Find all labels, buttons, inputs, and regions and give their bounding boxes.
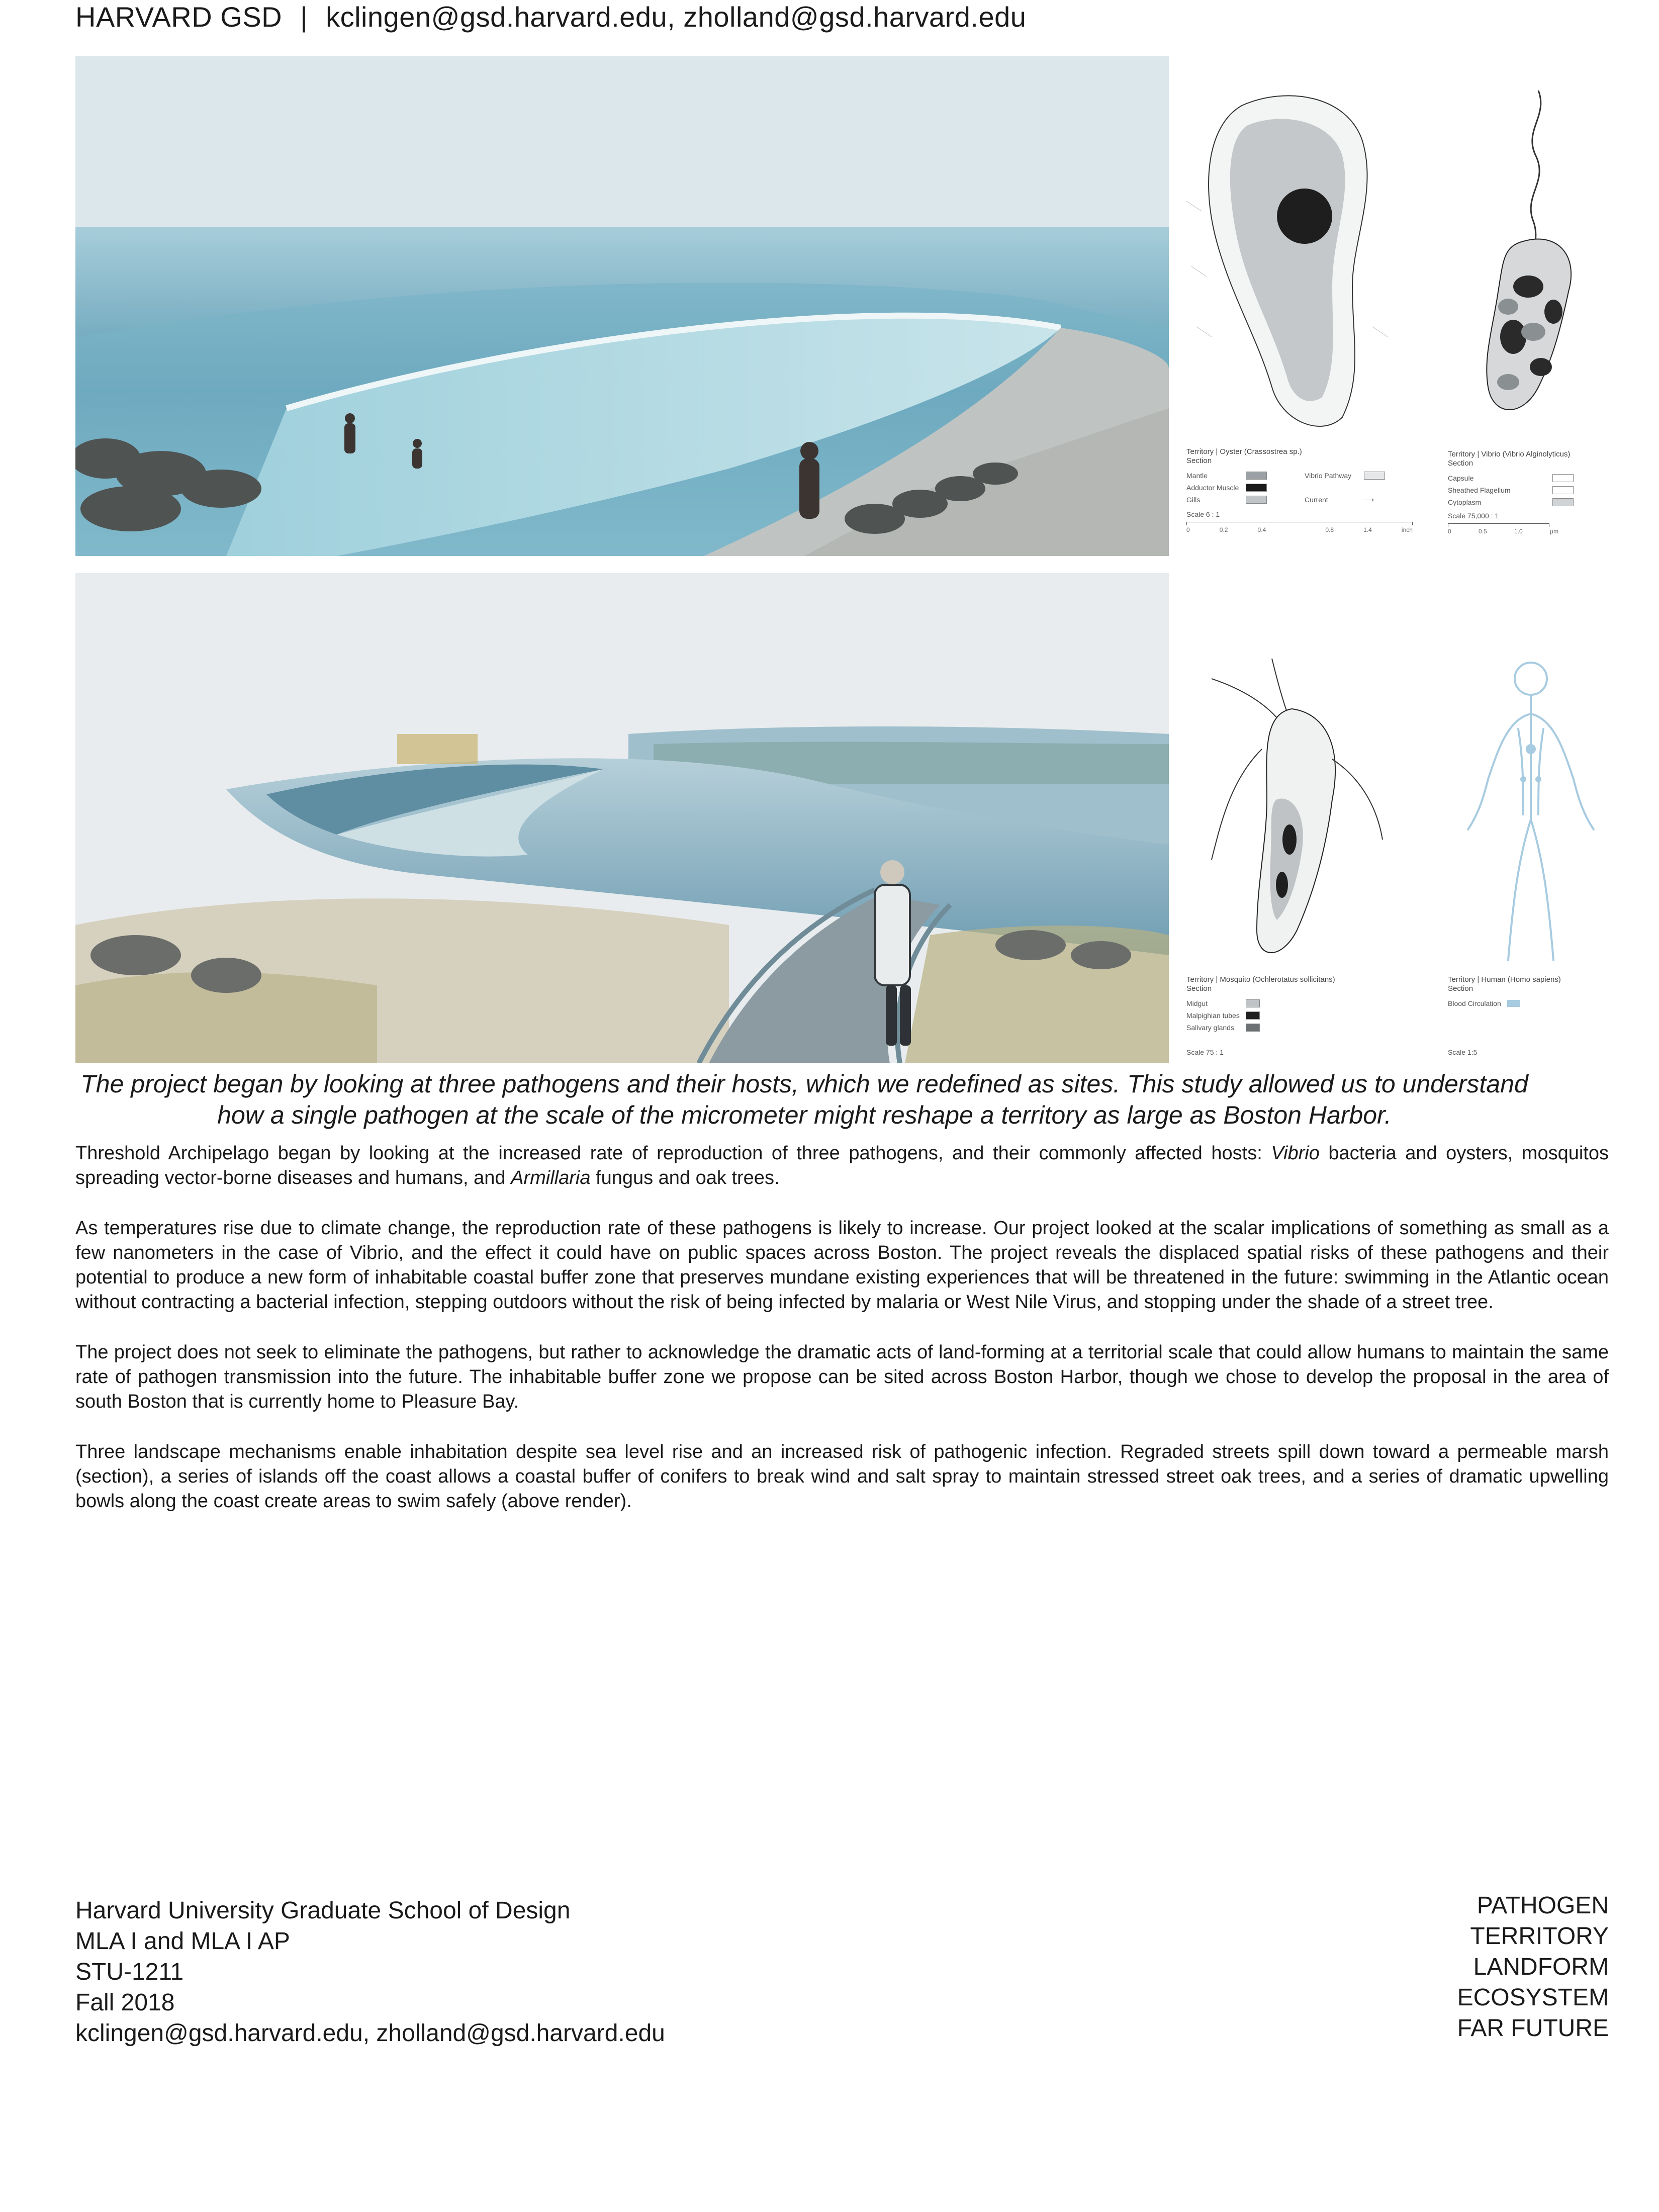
keyword-territory: TERRITORY [1470, 1923, 1609, 1950]
mosquito-section-illustration [1181, 649, 1418, 970]
footer-program: MLA I and MLA I AP [75, 1928, 290, 1955]
mosquito-scale: Scale 75 : 1 [1186, 1048, 1224, 1056]
human-legend [1448, 975, 1609, 1057]
oyster-legend [1186, 447, 1413, 534]
vibrio-term: Vibrio [1271, 1143, 1320, 1164]
mosquito-legend-item: Salivary glands [1186, 1022, 1413, 1034]
mosquito-legend-item: Midgut [1186, 997, 1413, 1009]
mosquito-legend-subtitle: Section [1186, 984, 1212, 993]
keyword-pathogen: PATHOGEN [1477, 1892, 1609, 1919]
footer-term: Fall 2018 [75, 1989, 175, 2016]
vibrio-scale-bar [1448, 523, 1549, 527]
keyword-landform: LANDFORM [1473, 1954, 1609, 1980]
oyster-legend-item: Mantle [1186, 470, 1295, 482]
mosquito-territory-drawing [1181, 649, 1418, 1061]
header-org: HARVARD GSD [75, 1, 283, 33]
vibrio-legend [1448, 450, 1609, 536]
body-paragraph-4: Three landscape mechanisms enable inhabitation despite sea level rise and an increased risk of pathogenic infection. Regraded streets spill down toward a permeable marsh (section), a series of islands off the coast allows a coastal buffer of conifers to break wind and salt spray to maintain stressed street oak trees, and a series of dramatic upwelling bowls along the coast create areas to swim safely (above render). [75, 1441, 1609, 1512]
vibrio-legend-item: Cytoplasm [1448, 496, 1609, 508]
keyword-far-future: FAR FUTURE [1457, 2015, 1609, 2042]
vibrio-scale-ticks: 0 0.5 1.0 μm [1448, 528, 1558, 535]
page-header [75, 0, 1026, 34]
human-legend-title: Territory | Human (Homo sapiens) [1448, 975, 1561, 984]
human-legend-subtitle: Section [1448, 984, 1473, 993]
project-description [75, 1141, 1609, 1539]
armillaria-term: Armillaria [511, 1167, 591, 1188]
body-paragraph-2: As temperatures rise due to climate change, the reproduction rate of these pathogens is likely to increase. Our project looked at the scalar implications of something as small as a few nanometers in the case of Vibrio, and the effect it could have on public spaces across Boston. The project reveals the displaced spatial risks of these pathogens and their potential to produce a new form of inhabitable coastal buffer zone that preserves mundane existing experiences that will be threatened in the future: swimming in the Atlantic ocean without contracting a bacterial infection, stepping outdoors without the risk of being infected by malaria or West Nile Virus, and stopping under the shade of a street tree. [75, 1218, 1609, 1313]
vibrio-legend-title: Territory | Vibrio (Vibrio Alginolyticus) [1448, 450, 1571, 458]
coastal-render-top [75, 56, 1169, 556]
boardwalk-render [75, 573, 1169, 1063]
vibrio-legend-item: Capsule [1448, 472, 1609, 484]
oyster-legend-item: Vibrio Pathway [1305, 470, 1413, 482]
mosquito-legend-item: Malpighian tubes [1186, 1009, 1413, 1022]
human-scale: Scale 1:5 [1448, 1048, 1478, 1056]
oyster-section-illustration [1181, 75, 1418, 437]
keyword-ecosystem: ECOSYSTEM [1457, 1984, 1609, 2011]
oyster-legend-item: Gills [1186, 494, 1295, 506]
body-paragraph-1: Threshold Archipelago began by looking at the increased rate of reproduction of three pathogens, and their commonly affected hosts: Vibrio bacteria and oysters, mosquitos spreading vector-borne diseases and humans, and Armillaria fungus and oak trees. [75, 1143, 1609, 1188]
oyster-scale-ticks: 0 0.2 0.4 0.8 1.4 inch [1186, 526, 1413, 533]
coastal-render-top-illustration [75, 56, 1169, 556]
oyster-legend-title: Territory | Oyster (Crassostrea sp.) [1186, 447, 1302, 456]
mosquito-legend-title: Territory | Mosquito (Ochlerotatus sollicitans) [1186, 975, 1335, 984]
oyster-scale: Scale 6 : 1 [1186, 510, 1220, 518]
vibrio-legend-item: Sheathed Flagellum [1448, 484, 1609, 496]
vibrio-territory-drawing [1448, 75, 1614, 548]
oyster-territory-drawing [1181, 75, 1418, 548]
oyster-legend-item: Current ⟶ [1305, 496, 1374, 504]
footer-school: Harvard University Graduate School of Design [75, 1897, 571, 1924]
caption-line-1: The project began by looking at three pathogens and their hosts, which we redefined as sites. This study allowed us to understand [80, 1070, 1528, 1098]
vibrio-scale: Scale 75,000 : 1 [1448, 512, 1499, 520]
body-paragraph-3: The project does not seek to eliminate the pathogens, but rather to acknowledge the dramatic acts of land-forming at a territorial scale that could allow humans to maintain the same rate of pathogen transmission into the future. The inhabitable buffer zone we propose can be sited across Boston Harbor, though we chose to develop the proposal in the area of south Boston that is currently home to Pleasure Bay. [75, 1342, 1609, 1412]
vibrio-legend-subtitle: Section [1448, 459, 1473, 468]
figure-caption [75, 1068, 1533, 1131]
footer-emails: kclingen@gsd.harvard.edu, zholland@gsd.harvard.edu [75, 2020, 665, 2047]
header-separator: | [300, 1, 308, 33]
header-emails: kclingen@gsd.harvard.edu, zholland@gsd.harvard.edu [326, 1, 1027, 33]
human-legend-item: Blood Circulation [1448, 997, 1609, 1009]
boardwalk-render-illustration [75, 573, 1169, 1063]
footer-course-code: STU-1211 [75, 1959, 184, 1985]
footer-course-info [75, 1895, 665, 2049]
human-circulation-illustration [1448, 649, 1614, 970]
footer-keywords [1457, 1890, 1609, 2044]
oyster-legend-item: Adductor Muscle [1186, 482, 1295, 494]
human-territory-drawing [1448, 649, 1614, 1061]
oyster-scale-bar [1186, 522, 1413, 525]
vibrio-section-illustration [1448, 75, 1614, 437]
oyster-legend-subtitle: Section [1186, 456, 1212, 465]
caption-line-2: how a single pathogen at the scale of the micrometer might reshape a territory as large as Boston Harbor. [217, 1101, 1392, 1129]
mosquito-legend [1186, 975, 1413, 1057]
